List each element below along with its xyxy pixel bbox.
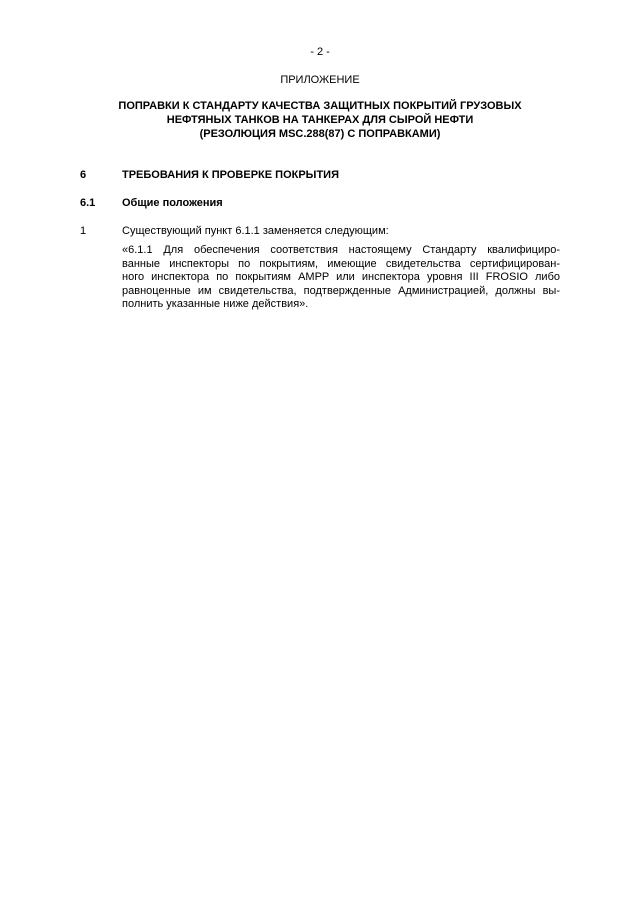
quoted-paragraph <box>122 244 560 312</box>
title-line: (РЕЗОЛЮЦИЯ MSC.288(87) С ПОПРАВКАМИ) <box>199 128 441 140</box>
section-heading: ТРЕБОВАНИЯ К ПРОВЕРКЕ ПОКРЫТИЯ <box>122 169 339 181</box>
quote-line: ного инспектора по покрытиям AMPP или инспектора уровня III FROSIO либо <box>122 271 560 284</box>
quote-line: полнить указанные ниже действия». <box>122 298 309 311</box>
section-number: 6 <box>80 169 87 181</box>
quote-line: ванные инспекторы по покрытиям, имеющие свидетельства сертифицирован- <box>122 257 560 270</box>
document-title <box>80 99 560 141</box>
subsection-heading: Общие положения <box>122 197 223 209</box>
amendment-number: 1 <box>80 225 87 237</box>
page-number: - 2 - <box>310 46 330 58</box>
quote-line: «6.1.1 Для обеспечения соответствия настоящему Стандарту квалифициро- <box>122 244 560 256</box>
title-line: ПОПРАВКИ К СТАНДАРТУ КАЧЕСТВА ЗАЩИТНЫХ ПОКРЫТИЙ ГРУЗОВЫХ <box>118 100 522 112</box>
quote-line: равноценные им свидетельства, подтвержденные Администрацией, должны вы- <box>122 284 560 297</box>
annex-label: ПРИЛОЖЕНИЕ <box>280 74 360 86</box>
amendment-intro: Существующий пункт 6.1.1 заменяется следующим: <box>122 225 389 237</box>
title-line: НЕФТЯНЫХ ТАНКОВ НА ТАНКЕРАХ ДЛЯ СЫРОЙ НЕФТИ <box>166 114 474 126</box>
subsection-number: 6.1 <box>80 197 96 209</box>
